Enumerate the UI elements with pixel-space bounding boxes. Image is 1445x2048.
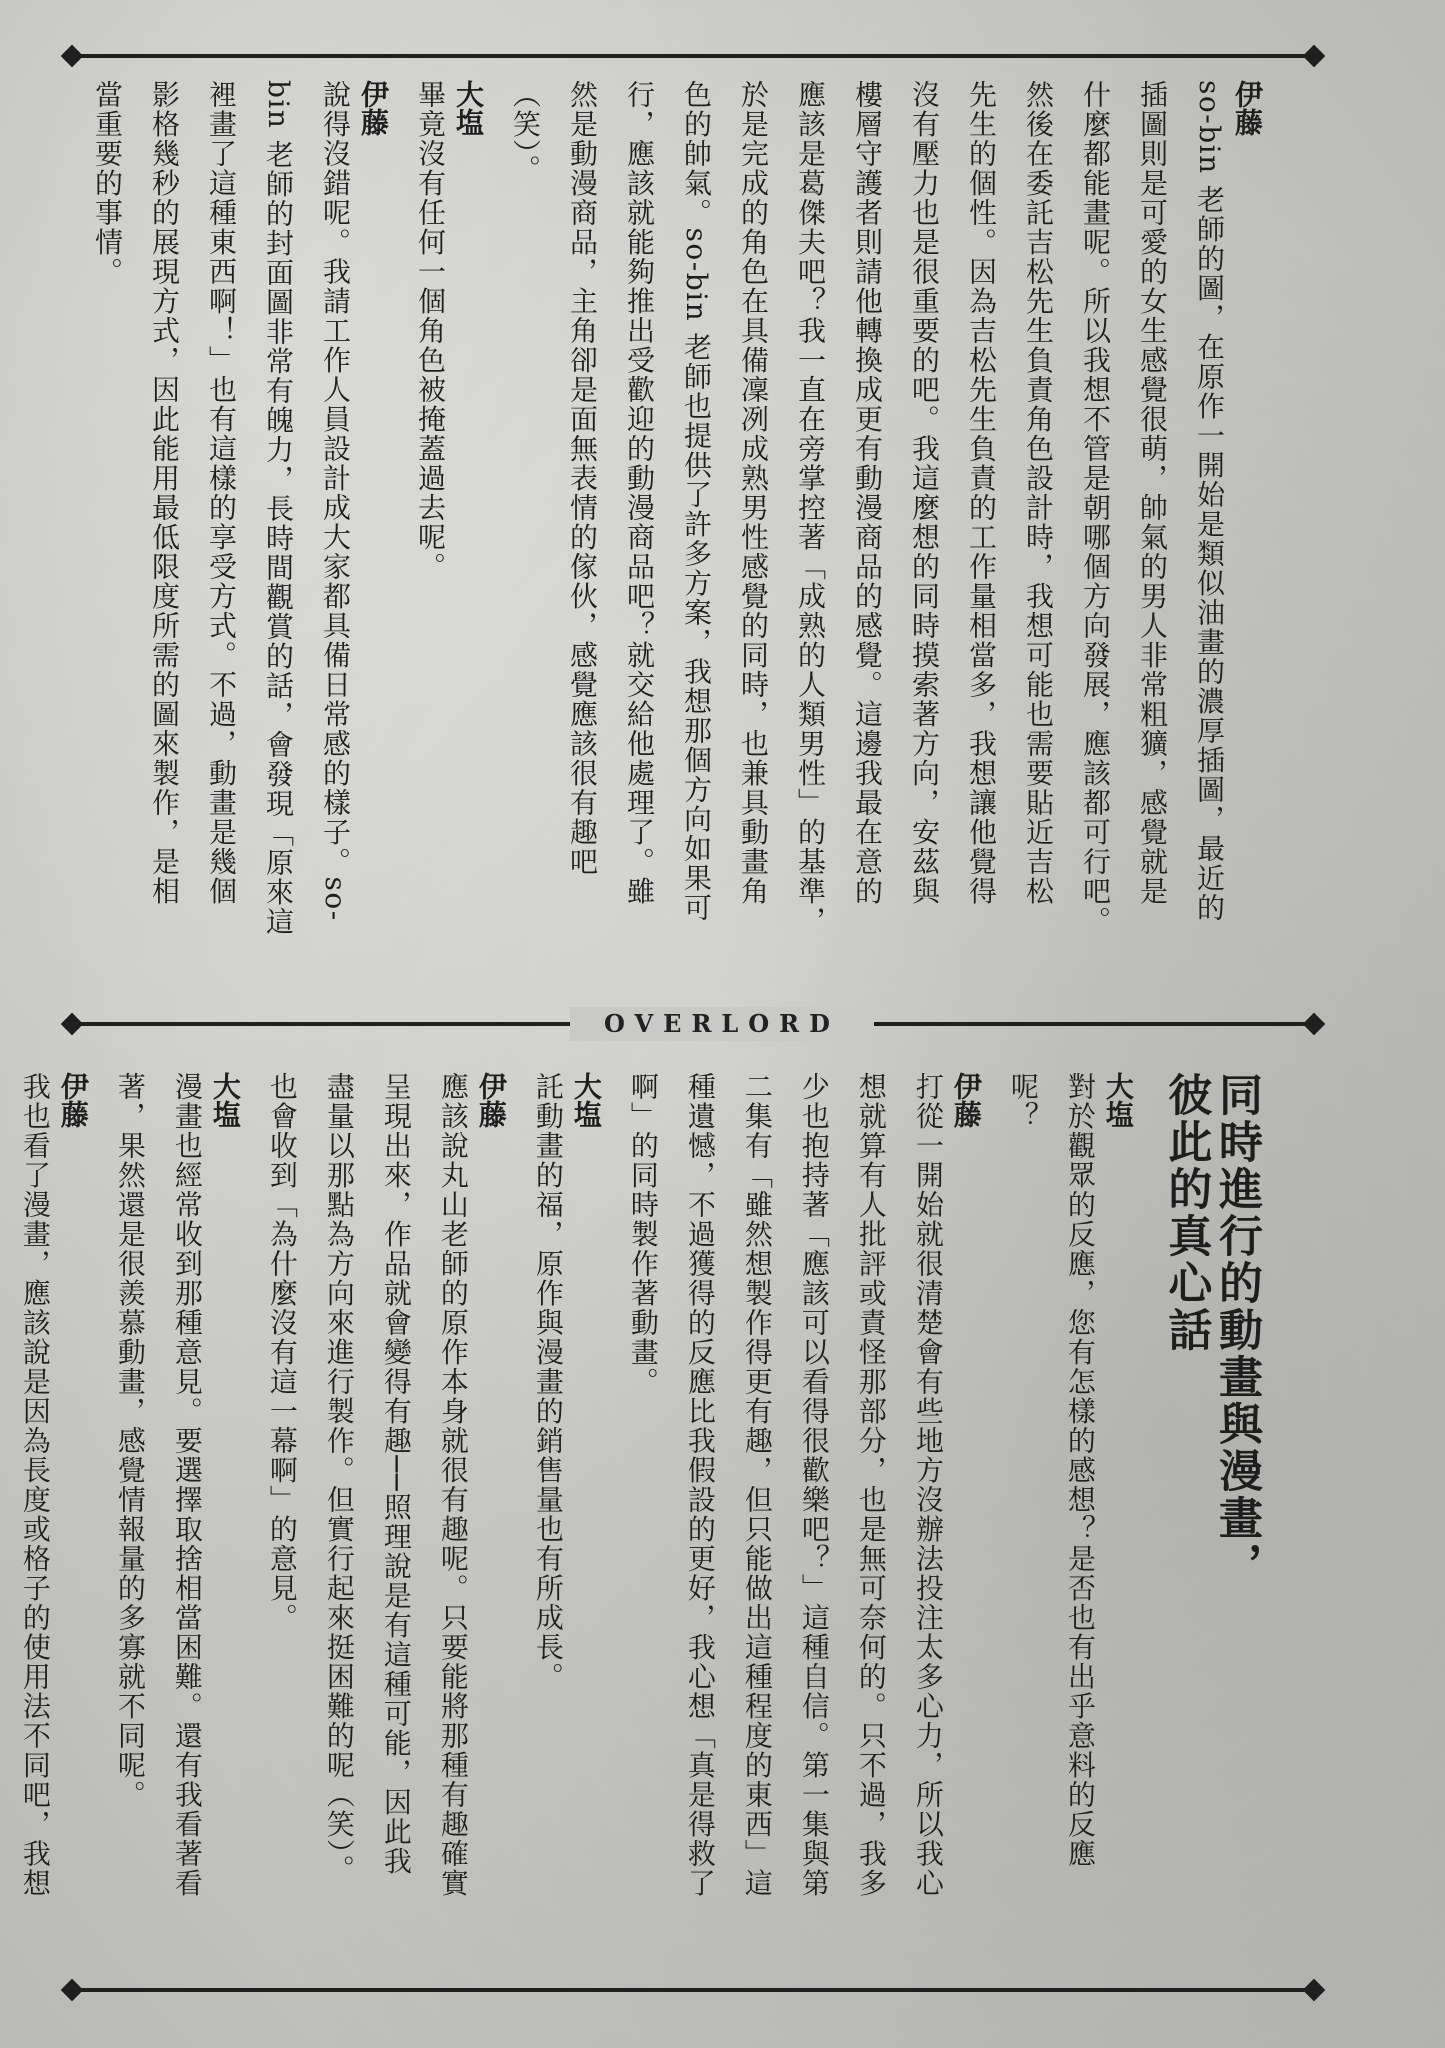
section-heading <box>1160 1072 1261 1977</box>
speaker-name: 大塩 <box>569 1072 603 1128</box>
upper-interview-section <box>91 80 1264 1000</box>
speaker-name: 伊藤 <box>357 80 390 136</box>
speaker-name: 伊藤 <box>949 1072 983 1128</box>
text-line: 說得沒錯呢。我請工作人員設計成大家都具備日常感的樣子。so- <box>319 80 352 922</box>
text-line: 然後在委託吉松先生負責角色設計時，我想可能也需要貼近吉松 <box>1022 80 1055 906</box>
text-line: 漫畫也經常收到那種意見。要選擇取捨相當困難。還有我看著看 <box>170 1072 204 1898</box>
text-line: 對於觀眾的反應，您有怎樣的感想？是否也有出乎意料的反應 <box>1063 1072 1097 1869</box>
dialogue-text <box>980 1072 1097 1977</box>
dialogue-text <box>64 80 352 1000</box>
dialogue-block <box>600 1072 983 1977</box>
text-line: （笑）。 <box>509 80 542 184</box>
text-line: bin 老師的封面圖非常有魄力，長時間觀賞的話，會發現「原來這 <box>262 80 295 937</box>
text-line: 想就算有人批評或責怪那部分，也是無可奈何的。只不過，我多 <box>854 1072 888 1898</box>
text-line: 呈現出來，作品就會變得有趣──照理說是有這種可能，因此我 <box>379 1072 413 1876</box>
speaker-name: 伊藤 <box>1231 80 1264 136</box>
text-line: 我也看了漫畫，應該說是因為長度或格子的使用法不同吧，我想 <box>18 1072 52 1898</box>
dialogue-text <box>387 80 447 1000</box>
text-line: 行，應該就能夠推出受歡迎的動漫商品吧？就交給他處理了。雖 <box>623 80 656 906</box>
text-line: 先生的個性。因為吉松先生負責的工作量相當多，我想讓他覺得 <box>965 80 998 906</box>
dialogue-text <box>239 1072 470 1977</box>
lower-interview-section <box>18 1072 1262 1977</box>
text-line: 盡量以那點為方向來進行製作。但實行起來挺困難的呢（笑）。 <box>322 1072 356 1884</box>
speaker-name: 大塩 <box>452 80 485 136</box>
text-line: 啊」的同時製作著動畫。 <box>626 1072 660 1397</box>
dialogue-block <box>505 1072 603 1977</box>
dialogue-text <box>505 1072 565 1977</box>
text-line: 沒有壓力也是很重要的吧。我這麼想的同時摸索著方向，安茲與 <box>908 80 941 906</box>
text-line: 著，果然還是很羨慕動畫，感覺情報量的多寡就不同呢。 <box>113 1072 147 1810</box>
text-line: 託動畫的福，原作與漫畫的銷售量也有所成長。 <box>531 1072 565 1692</box>
speaker-name: 伊藤 <box>56 1072 90 1128</box>
dialogue-block <box>87 1072 242 1977</box>
bottom-divider <box>72 1988 1314 1992</box>
dialogue-text <box>0 1072 52 1977</box>
text-line: 當重要的事情。 <box>91 80 124 287</box>
text-line: 插圖則是可愛的女生感覺很萌，帥氣的男人非常粗獷，感覺就是 <box>1136 80 1169 906</box>
text-line: 然是動漫商品，主角卻是面無表情的傢伙，感覺應該很有趣吧 <box>566 80 599 877</box>
text-line: 影格幾秒的展現方式，因此能用最低限度所需的圖來製作，是相 <box>148 80 181 906</box>
text-line: 應該是葛傑夫吧？我一直在旁掌控著「成熟的人類男性」的基準， <box>794 80 827 936</box>
text-line: 打從一開始就很清楚會有些地方沒辦法投注太多心力，所以我心 <box>911 1072 945 1898</box>
top-divider <box>72 54 1314 58</box>
text-line: 畢竟沒有任何一個角色被掩蓋過去呢。 <box>414 80 447 582</box>
overlord-logo: OVERLORD <box>570 1007 874 1041</box>
speaker-name: 大塩 <box>1101 1072 1135 1128</box>
text-line: 樓層守護者則請他轉換成更有動漫商品的感覺。這邊我最在意的 <box>851 80 884 906</box>
text-line: 二集有「雖然想製作得更有趣，但只能做出這種程度的東西」這 <box>740 1072 774 1898</box>
heading-line-2: 彼此的真心話 <box>1160 1072 1212 1354</box>
text-line: 應該說丸山老師的原作本身就很有趣呢。只要能將那種有趣確實 <box>436 1072 470 1898</box>
dialogue-text <box>482 80 1226 1000</box>
dialogue-block <box>980 1072 1135 1977</box>
text-line: 種遺憾，不過獲得的反應比我假設的更好，我心想「真是得救了 <box>683 1072 717 1898</box>
dialogue-block <box>0 1072 90 1977</box>
text-line: 什麼都能畫呢。所以我想不管是朝哪個方向發展，應該都可行吧。 <box>1079 80 1112 936</box>
dialogue-block <box>239 1072 508 1977</box>
text-line: 呢？ <box>1006 1072 1040 1131</box>
text-line: so-bin 老師的圖，在原作一開始是類似油畫的濃厚插圖，最近的 <box>1193 80 1226 923</box>
heading-line-1: 同時進行的動畫與漫畫， <box>1211 1072 1262 1589</box>
text-line: 也會收到「為什麼沒有這一幕啊」的意見。 <box>265 1072 299 1633</box>
text-line: 於是完成的角色在具備凜冽成熟男性感覺的同時，也兼具動畫角 <box>737 80 770 906</box>
dialogue-text <box>600 1072 945 1977</box>
text-line: 色的帥氣。so-bin 老師也提供了許多方案，我想那個方向如果可 <box>680 80 713 923</box>
speaker-name: 伊藤 <box>474 1072 508 1128</box>
dialogue-block <box>387 80 485 1000</box>
text-line: 少也抱持著「應該可以看得很歡樂吧？」這種自信。第一集與第 <box>797 1072 831 1898</box>
dialogue-text <box>87 1072 204 1977</box>
dialogue-block <box>482 80 1264 1000</box>
dialogue-block <box>64 80 390 1000</box>
text-line: 裡畫了這種東西啊！」也有這樣的享受方式。不過，動畫是幾個 <box>205 80 238 906</box>
speaker-name: 大塩 <box>208 1072 242 1128</box>
